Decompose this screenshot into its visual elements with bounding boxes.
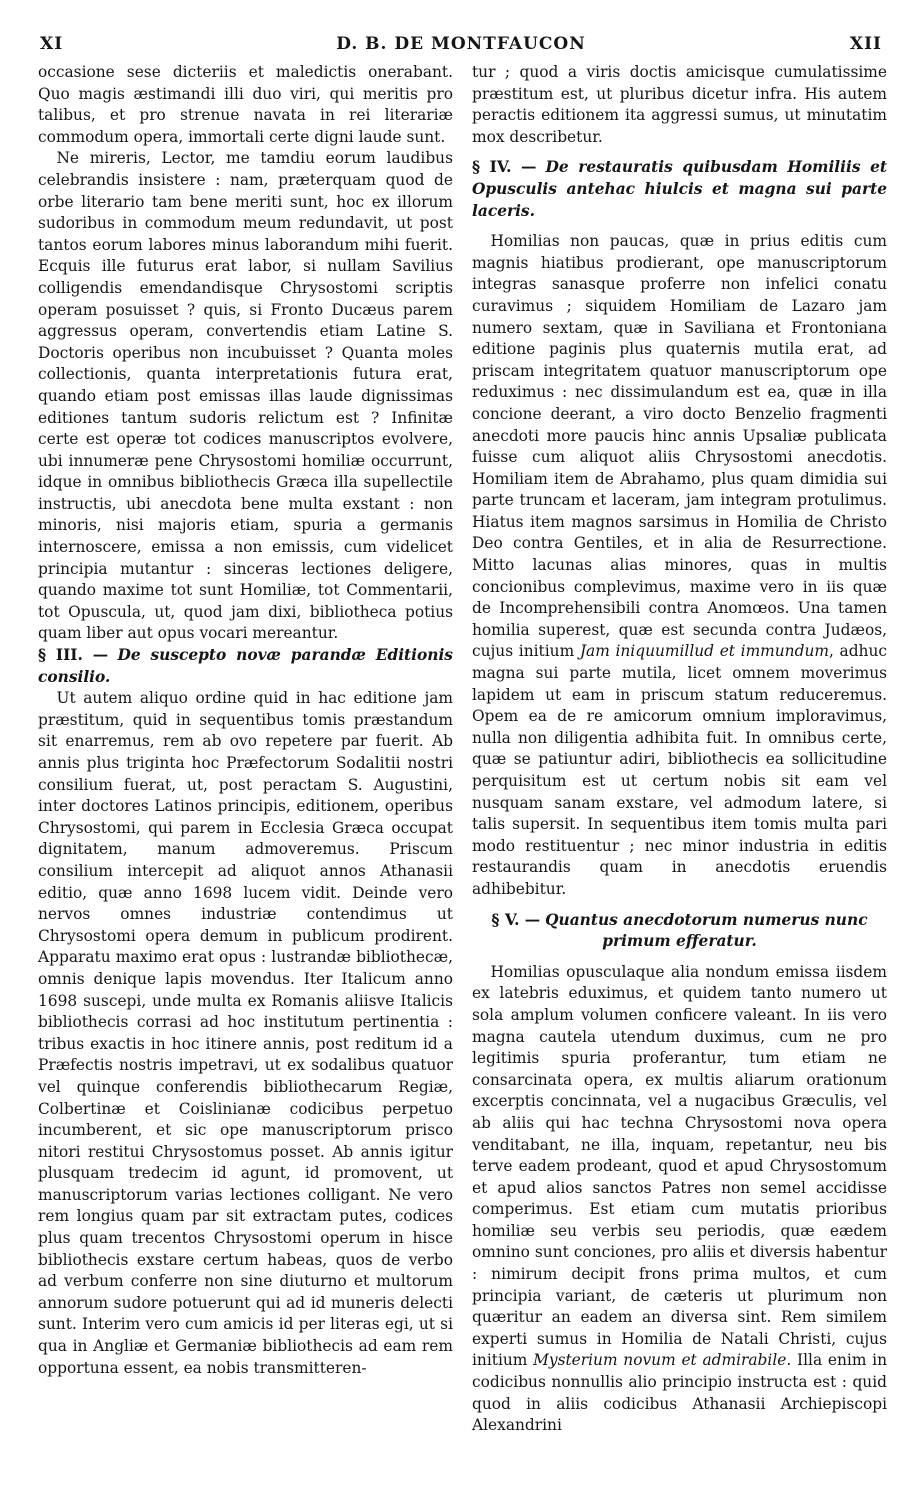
paragraph: Ne mireris, Lector, me tamdiu eorum laudibus celebrandis insistere : nam, præterquam quod de orbe literario tam bene meriti sunt, hoc ex illorum sudoribus in commodum meum redundavit, ut post tantos eorum labores minus laborandum mihi fuerit. Ecquis ille futurus erat labor, si nullam Savilius colligendis emendandisque Chrysostomi scriptis operam posuisset ? quis, si Fronto Ducæus parem aggressus operam, convertendis etiam Latine S. Doctoris operibus non incubuisset ? Quanta moles collectionis, quanta interpretationis futura erat, quando etiam post emissas illas laude dignissimas editiones tantum sudoris relictum est ? Infinitæ certe est operæ tot codices manuscriptos evolvere, ubi innumeræ pene Chrysostomi homiliæ occurrunt, idque in omnibus bibliothecis Græca illa supellectile instructis, ubi anecdota bene multa exstant : non minoris, nisi majoris etiam, spuria a germanis internoscere, emissa a non emissis, cum videlicet principia mutantur : sinceras lectiones deligere, quando maxime tot sunt Homiliæ, tot Commentarii, tot Opuscula, ut, quod jam dixi, bibliotheca potius quam liber aut opus vocari mereantur. bbox=[38, 149, 453, 643]
section-number: § IV. — bbox=[472, 158, 537, 177]
paragraph-text: , adhuc magna sui parte mutila, licet omnem moverimus lapidem ut eam in priscum statum reduceremus. Opem ea de re amicorum omnium imploravimus, nulla non diligentia adhibita fuit. In omnibus certe, quæ se patiuntur adiri, bibliothecis ea sollicitudine perquisitum est ut certum nobis sit eam vel nusquam sanam exstare, vel admodum latere, si talis supersit. In sequentibus item tomis multa pari modo restituentur ; nec minor industria in editis restaurandis quam in anecdotis eruendis adhibebitur. bbox=[472, 642, 887, 898]
left-column bbox=[38, 62, 453, 1379]
paragraph: Ut autem aliquo ordine quid in hac editione jam præstitum, quid in sequentibus tomis præstandum sit enarremus, rem ab ovo repetere par fuerit. Ab annis plus triginta hoc Præfectorum Sodalitii nostri consilium fuerat, ut, post peractam S. Augustini, inter doctores Latinos principis, editionem, operibus Chrysostomi, qui parem in Ecclesia Græca occupat dignitatem, manum admoveremus. Priscum consilium intercepit ad aliquot annos Athanasii editio, quæ anno 1698 lucem vidit. Deinde vero nervos omnes industriæ contendimus ut Chrysostomi opera demum in publicum prodirent. Apparatu maximo erat opus : lustrandæ bibliothecæ, omnis denique lapis movendus. Iter Italicum anno 1698 suscepi, unde multa ex Romanis aliisve Italicis bibliothecis corrasi ad hoc institutum pertinentia : tribus exactis in hoc itinere annis, post reditum id a Præfectis nostris impetravi, ut ex sodalibus quatuor vel quinque conferendis bibliothecarum Regiæ, Colbertinæ et Coislinianæ codicibus perpetuo incumberent, et sic ope manuscriptorum prisco nitori restitui Chrysostomus posset. Ab annis igitur plusquam tredecim id agunt, id promovent, ut manuscriptorum varias lectiones colligant. Ne vero rem longius quam par sit extractam putes, codices plus quam trecentos Chrysostomi operum in hisce bibliothecis exstare certum habeas, quos de verbo ad verbum conferre non sine diuturno et multorum annorum sudore potuerunt qui ad id muneris delecti sunt. Interim vero cum amicis id per literas egi, ut si qua in Angliæ et Germaniæ bibliothecis ad eam rem opportuna essent, ea nobis transmitteren- bbox=[38, 689, 453, 1377]
section-number: § III. — bbox=[38, 646, 109, 665]
paragraph: tur ; quod a viris doctis amicisque cumulatissime præstitum est, ut pluribus dicetur infra. His autem peractis editionem ita aggressi sumus, ut minutatim mox describetur. bbox=[472, 63, 887, 146]
section-heading-iii bbox=[38, 645, 453, 688]
paragraph bbox=[472, 231, 887, 900]
paragraph bbox=[472, 962, 887, 1437]
paragraph: occasione sese dicteriis et maledictis onerabant. Quo magis æstimandi illi duo viri, qui meritis pro talibus, et pro strenue navata in rei literariæ commodum opera, immortali certe digni laude sunt. bbox=[38, 63, 453, 146]
incipit-italic: Mysterium novum et admirabile bbox=[533, 1351, 787, 1370]
incipit-italic: Jam iniquumillud et immundum bbox=[579, 642, 829, 661]
section-heading-iv bbox=[472, 157, 887, 222]
page-number-right: XII bbox=[849, 34, 882, 54]
running-head bbox=[40, 34, 882, 58]
paragraph-text: Homilias opusculaque alia nondum emissa iisdem ex latebris eduximus, et quidem tanto numero ut sola amplum volumen conficere valeant. In iis vero magna cautela utendum duximus, cum ne pro legitimis spuria proferantur, tum etiam ne consarcinata opera, ex multis aliarum orationum excerptis concinnata, vel a nugacibus Græculis, vel ab aliis qui hac techna Chrysostomi nova opera venditabant, ne illa, inquam, repetantur, neu bis terve eadem prodeant, quod et apud Chrysostomum et apud alios sanctos Patres non semel accidisse comperimus. Est etiam cum mutatis prioribus homiliæ seu verbis seu periodis, quæ eædem omnino sunt conciones, pro aliis et diversis habentur : nimirum decipit frons prima multos, et cum principia variant, de cæteris ut plurimum non quæritur an eadem an diversa sint. Rem similem experti sumus in Homilia de Natali Christi, cujus initium bbox=[472, 962, 887, 1370]
paragraph-text: . Illa enim in codicibus nonnullis alio principio instructa est : quid quod in aliis codicibus Athanasii Archiepiscopi Alexandrini bbox=[472, 1351, 887, 1435]
running-title: D. B. DE MONTFAUCON bbox=[336, 34, 586, 54]
section-title: De suscepto novæ parandæ Editionis consilio. bbox=[38, 646, 453, 686]
section-title: De restauratis quibusdam Homiliis et Opusculis antehac hiulcis et magna sui parte laceris. bbox=[472, 158, 887, 220]
section-title: Quantus anecdotorum numerus nunc primum efferatur. bbox=[545, 910, 868, 951]
right-column bbox=[472, 62, 887, 1437]
section-heading-v bbox=[472, 910, 887, 953]
section-number: § V. — bbox=[491, 910, 541, 929]
paragraph-text: Homilias non paucas, quæ in prius editis cum magnis hiatibus prodierant, ope manuscriptorum integras sanasque proferre non infelici conatu curavimus ; siquidem Homiliam de Lazaro jam numero sextam, quæ in Saviliana et Frontoniana editione paginis plus quaternis mutila erat, ad priscam integritatem quatuor manuscriptorum ope reduximus : nec dissimulandum est ea, quæ in illa concione deerant, a viro docto Benzelio fragmenti anecdoti more paucis hinc annis Upsaliæ publicata fuisse cum aliquot aliis Chrysostomi anecdotis. Homiliam item de Abrahamo, plus quam dimidia sui parte truncam et laceram, jam integram protulimus. Hiatus item magnos sarsimus in Homilia de Christo Deo contra Gentiles, et in alia de Resurrectione. Mitto lacunas alias minores, quas in multis concionibus complevimus, maxime vero in iis quæ de Incomprehensibili contra Anomœos. Una tamen homilia superest, quæ est secunda contra Judæos, cujus initium bbox=[472, 232, 887, 661]
page-number-left: XI bbox=[40, 34, 64, 54]
